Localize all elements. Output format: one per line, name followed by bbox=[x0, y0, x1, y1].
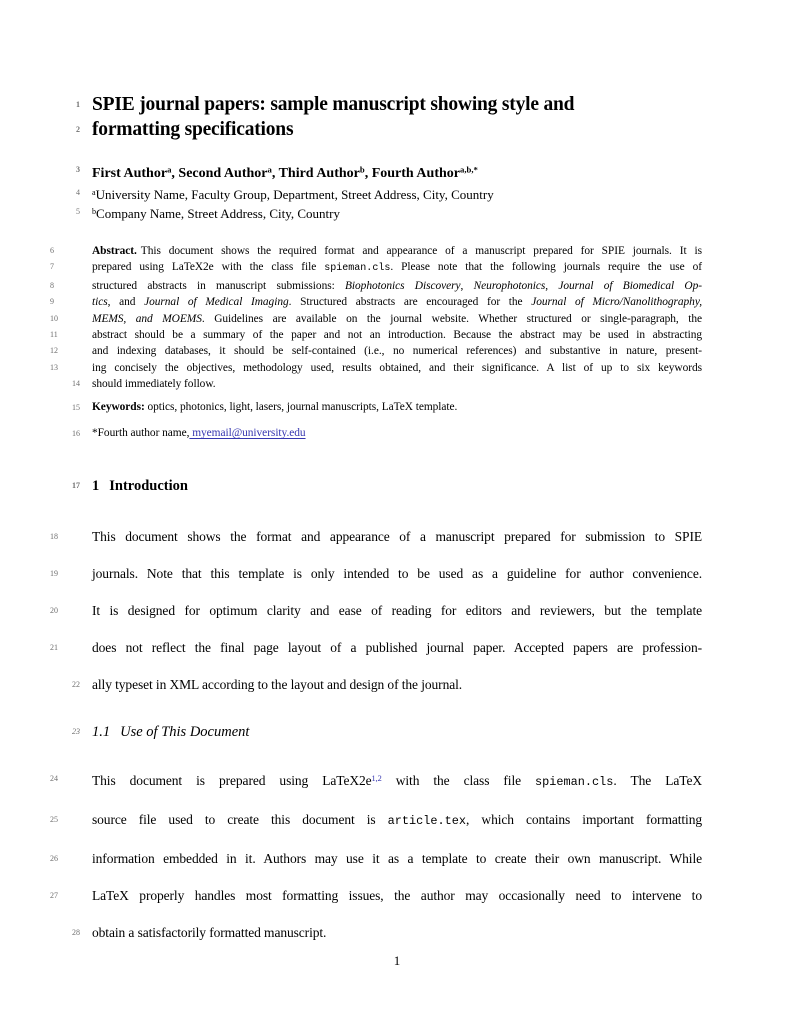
text-segment: , bbox=[460, 279, 474, 292]
authors-line bbox=[76, 160, 702, 184]
line-text bbox=[92, 812, 702, 827]
text-segment: information embedded in it. Authors may use it as a template to create their own manuscript. While bbox=[92, 851, 702, 867]
line-number: 5 bbox=[76, 207, 80, 217]
text-segment: obtain a satisfactorily formatted manuscript. bbox=[92, 925, 327, 941]
text-segment: ing concisely the objectives, methodology used, results obtained, and their significance. A list of up to six keywords bbox=[92, 361, 702, 374]
text-segment: , and bbox=[107, 296, 145, 309]
text-segment: a bbox=[92, 188, 96, 198]
line-text bbox=[92, 313, 702, 325]
text-segment: . Please note that the following journals require the use of bbox=[390, 261, 702, 274]
email-link[interactable]: myemail@university.edu bbox=[189, 427, 306, 439]
line-text bbox=[92, 378, 216, 390]
text-segment: . The LaTeX bbox=[613, 773, 703, 789]
text-segment: Abstract. bbox=[92, 245, 137, 257]
text-segment: Neurophotonics bbox=[473, 279, 546, 292]
line-text bbox=[92, 773, 702, 788]
line-number: 27 bbox=[50, 891, 58, 901]
subsection-heading-line bbox=[72, 722, 702, 742]
line-text bbox=[92, 427, 306, 439]
text-segment: article.tex bbox=[387, 814, 467, 829]
line-number: 23 bbox=[72, 727, 80, 736]
text-segment: This document shows the required format and appearance of a manuscript prepared for SPIE journals. It is bbox=[140, 245, 702, 257]
line-text bbox=[92, 206, 340, 221]
body-line bbox=[50, 760, 703, 801]
line-number: 14 bbox=[72, 379, 80, 389]
title-line bbox=[76, 117, 702, 142]
title-block bbox=[76, 92, 702, 142]
line-text bbox=[92, 329, 702, 341]
line-number: 8 bbox=[50, 280, 54, 290]
text-segment: , Fourth Author bbox=[364, 166, 460, 182]
line-number: 10 bbox=[50, 313, 58, 323]
line-text bbox=[92, 187, 494, 202]
authors-block bbox=[76, 160, 702, 222]
line-number: 21 bbox=[50, 643, 58, 652]
text-segment: Biophotonics Discovery bbox=[345, 279, 461, 292]
text-segment: b bbox=[359, 165, 365, 175]
text-segment: a bbox=[167, 165, 172, 175]
abstract-line bbox=[50, 327, 702, 343]
text-segment: does not reflect the final page layout of a published journal paper. Accepted papers are profession- bbox=[92, 640, 702, 655]
body-line bbox=[72, 914, 702, 951]
text-segment: 1 bbox=[92, 478, 100, 494]
page-number: 1 bbox=[393, 953, 401, 968]
line-number: 26 bbox=[50, 854, 58, 864]
body-line bbox=[50, 877, 702, 914]
text-segment: University Name, Faculty Group, Department, Street Address, City, Country bbox=[95, 187, 494, 203]
line-text bbox=[92, 640, 702, 655]
line-text bbox=[92, 345, 702, 357]
text-segment: , Second Author bbox=[171, 166, 268, 182]
text-segment: journals. Note that this template is only intended to be used as a guideline for author convenience. bbox=[92, 566, 702, 581]
abstract-line bbox=[50, 278, 703, 294]
text-segment: LaTeX properly handles most formatting issues, the author may occasionally need to intervene to bbox=[92, 888, 702, 904]
text-segment: tics bbox=[92, 296, 108, 309]
line-text bbox=[92, 261, 702, 273]
affiliation-line bbox=[76, 184, 702, 203]
line-text bbox=[92, 94, 574, 115]
line-number: 12 bbox=[50, 346, 58, 356]
text-segment: First Author bbox=[92, 166, 168, 182]
text-segment: abstract should be a summary of the paper and not an introduction. Because the abstract may be used in abstracting bbox=[92, 329, 702, 342]
line-number: 3 bbox=[76, 165, 80, 174]
line-text bbox=[92, 280, 702, 292]
text-segment: *Fourth author name, bbox=[92, 427, 190, 439]
line-number: 15 bbox=[72, 403, 80, 412]
abstract-line bbox=[50, 360, 702, 376]
line-text bbox=[92, 401, 457, 413]
line-text bbox=[92, 566, 702, 581]
text-segment: with the class file bbox=[381, 773, 536, 789]
line-number: 28 bbox=[72, 928, 80, 938]
text-segment: . Structured abstracts are encouraged for the bbox=[288, 296, 532, 309]
body-line bbox=[50, 592, 702, 629]
text-segment: , Third Author bbox=[271, 166, 360, 182]
text-segment: spieman.cls bbox=[535, 775, 614, 790]
text-segment: Journal of Biomedical Op- bbox=[558, 279, 703, 292]
text-segment: This document is prepared using LaTeX2e bbox=[92, 773, 372, 789]
text-segment: Introduction bbox=[109, 478, 188, 494]
line-text bbox=[92, 245, 702, 257]
line-number: 20 bbox=[50, 606, 58, 615]
text-segment: structured abstracts in manuscript submissions: bbox=[92, 279, 345, 292]
line-number: 22 bbox=[72, 680, 80, 689]
line-number: 11 bbox=[50, 330, 58, 340]
text-segment: , bbox=[545, 279, 559, 292]
line-number: 19 bbox=[50, 569, 58, 578]
text-segment: optics, photonics, light, lasers, journal manuscripts, LaTeX template. bbox=[144, 401, 458, 413]
text-segment: This document shows the format and appearance of a manuscript prepared for submission to SPIE bbox=[92, 529, 702, 544]
line-text bbox=[92, 478, 188, 494]
line-number: 24 bbox=[50, 774, 58, 783]
text-segment: , which contains important formatting bbox=[466, 812, 702, 828]
line-text bbox=[92, 362, 702, 374]
line-number: 18 bbox=[50, 532, 58, 541]
section-heading-introduction bbox=[72, 476, 702, 496]
body-line bbox=[72, 666, 702, 703]
line-text bbox=[92, 296, 702, 308]
line-text bbox=[92, 529, 702, 544]
body-line bbox=[50, 518, 702, 555]
text-segment: Journal of Micro/Nanolithography, bbox=[531, 296, 702, 309]
text-segment: SPIE journal papers: sample manuscript showing style and bbox=[92, 94, 575, 115]
text-segment: Use of This Document bbox=[120, 724, 250, 740]
author-footnote-line bbox=[72, 425, 702, 442]
section-heading-line bbox=[72, 476, 702, 496]
text-segment: prepared using LaTeX2e with the class file bbox=[92, 261, 325, 274]
abstract-block bbox=[50, 243, 703, 393]
line-number: 16 bbox=[72, 429, 80, 438]
body-line bbox=[50, 629, 702, 666]
keywords-line bbox=[72, 399, 702, 416]
text-segment: 1.1 bbox=[92, 724, 111, 740]
line-text bbox=[92, 888, 702, 903]
text-segment: . Guidelines are available on the journal website. Whether structured or single-paragraph, the bbox=[201, 312, 702, 325]
text-segment: a bbox=[267, 165, 272, 175]
text-segment: should immediately follow. bbox=[92, 378, 216, 391]
abstract-line bbox=[50, 294, 702, 310]
text-segment: and indexing databases, it should be self-contained (i.e., no numerical references) and substantive in nature, present- bbox=[92, 345, 702, 358]
line-number: 2 bbox=[76, 125, 80, 134]
line-number: 7 bbox=[50, 262, 54, 272]
text-segment: ally typeset in XML according to the layout and design of the journal. bbox=[92, 677, 463, 692]
body-line bbox=[50, 801, 702, 840]
abstract-line bbox=[50, 311, 702, 327]
text-segment: source file used to create this document is bbox=[92, 812, 388, 828]
line-number: 25 bbox=[50, 815, 58, 825]
line-text bbox=[92, 851, 702, 866]
line-text bbox=[92, 677, 462, 692]
text-segment: Journal of Medical Imaging bbox=[144, 296, 289, 309]
body-line bbox=[50, 555, 702, 592]
line-text bbox=[92, 603, 702, 618]
line-number: 17 bbox=[72, 481, 80, 490]
footnote-block bbox=[72, 425, 702, 442]
text-segment: Keywords: bbox=[92, 401, 145, 413]
body-line bbox=[50, 840, 702, 877]
affiliation-line bbox=[76, 203, 702, 222]
abstract-line bbox=[50, 343, 702, 359]
title-line bbox=[76, 92, 702, 117]
line-number: 4 bbox=[76, 188, 80, 198]
keywords-block bbox=[72, 399, 702, 416]
line-text bbox=[92, 166, 478, 181]
text-segment: Company Name, Street Address, City, Country bbox=[96, 206, 340, 222]
subsection-heading-use-of-this-document bbox=[72, 722, 702, 742]
line-number: 13 bbox=[50, 362, 58, 372]
line-number: 6 bbox=[50, 246, 54, 255]
abstract-line bbox=[72, 376, 702, 392]
text-segment: a,b,* bbox=[460, 165, 478, 175]
line-text bbox=[92, 119, 293, 140]
abstract-line bbox=[50, 259, 702, 277]
line-text bbox=[92, 724, 249, 740]
paragraph-introduction bbox=[50, 518, 702, 703]
line-number: 9 bbox=[50, 297, 54, 307]
text-segment: MEMS, and MOEMS bbox=[92, 312, 202, 325]
text-segment: formatting specifications bbox=[92, 119, 294, 140]
text-segment: spieman.cls bbox=[324, 263, 391, 275]
abstract-line bbox=[50, 243, 702, 259]
line-text bbox=[92, 925, 326, 940]
text-segment: b bbox=[92, 207, 97, 217]
paragraph-use-of-this-document bbox=[50, 760, 703, 951]
line-number: 1 bbox=[76, 100, 80, 109]
text-segment: It is designed for optimum clarity and ease of reading for editors and reviewers, but the template bbox=[92, 603, 702, 618]
citation-link[interactable]: 1,2 bbox=[371, 774, 382, 783]
